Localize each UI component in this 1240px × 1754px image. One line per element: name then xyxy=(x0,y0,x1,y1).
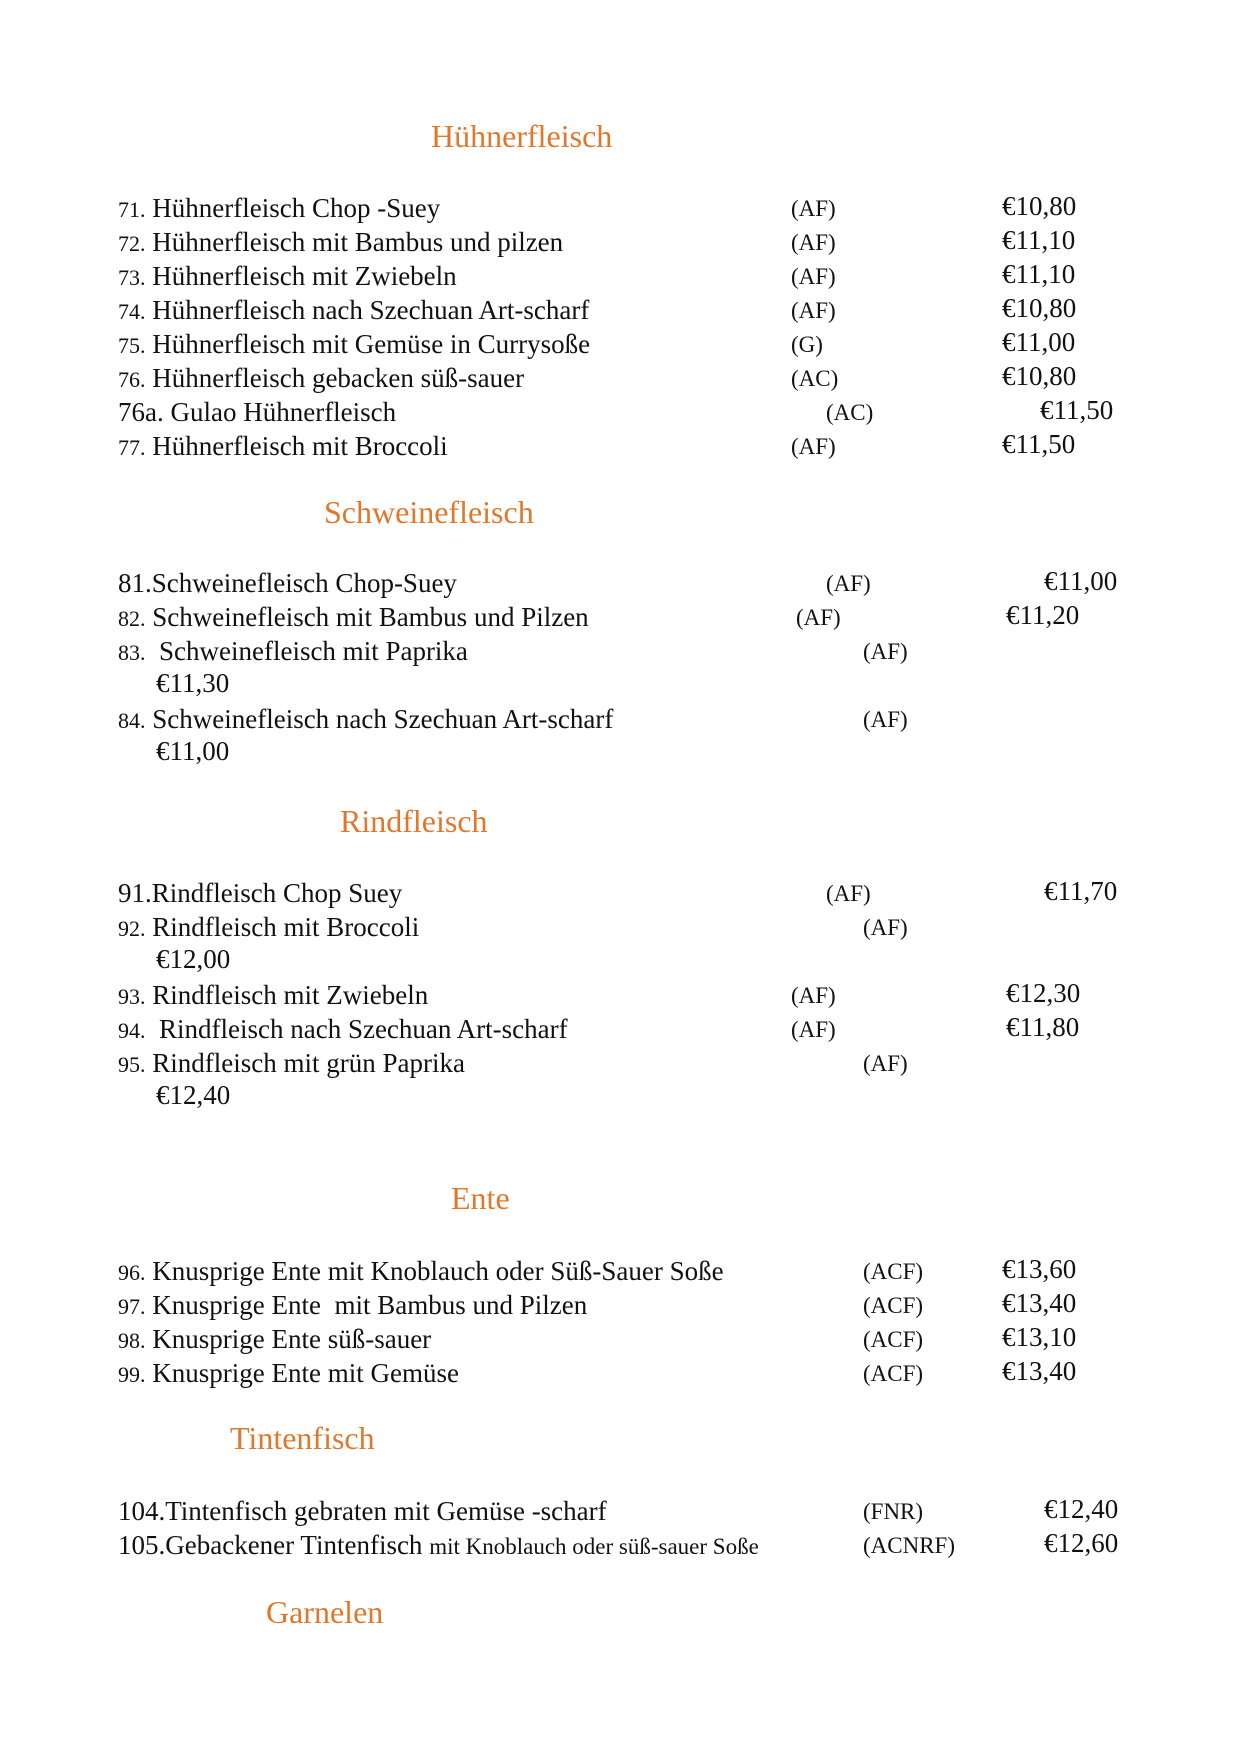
menu-item xyxy=(118,191,440,227)
item-name: Hühnerfleisch Chop -Suey xyxy=(152,193,441,223)
item-name: Knusprige Ente mit Knoblauch oder Süß-Sauer Soße xyxy=(152,1256,724,1286)
item-price: €11,70 xyxy=(1044,876,1118,906)
item-name: Schweinefleisch mit Bambus und Pilzen xyxy=(152,602,589,632)
item-price: €13,10 xyxy=(1002,1322,1077,1352)
menu-item xyxy=(118,327,590,363)
item-name: Rindfleisch nach Szechuan Art-scharf xyxy=(159,1014,568,1044)
menu-item xyxy=(118,1012,568,1048)
item-name: Knusprige Ente mit Bambus und Pilzen xyxy=(152,1290,588,1320)
menu-item xyxy=(118,1528,759,1564)
item-number: 105. xyxy=(118,1530,166,1560)
item-name: Tintenfisch gebraten mit Gemüse -scharf xyxy=(165,1496,607,1526)
item-name: Hühnerfleisch mit Bambus und pilzen xyxy=(152,227,564,257)
allergen-code: (AF) xyxy=(863,915,908,940)
menu-item xyxy=(118,876,402,910)
allergen-code: (AC) xyxy=(791,366,839,391)
allergen-code: (ACF) xyxy=(863,1293,924,1318)
item-price: €10,80 xyxy=(1002,293,1077,323)
allergen-code: (AF) xyxy=(863,639,908,664)
item-price: €11,10 xyxy=(1002,225,1076,255)
item-price: €11,00 xyxy=(1044,566,1118,596)
item-price: €10,80 xyxy=(1002,191,1077,221)
menu-item xyxy=(118,429,448,465)
item-number: 74. xyxy=(118,299,146,324)
allergen-code: (AF) xyxy=(826,881,871,906)
item-name: Hühnerfleisch gebacken süß-sauer xyxy=(152,363,525,393)
allergen-code: (AF) xyxy=(791,264,836,289)
item-price: €11,10 xyxy=(1002,259,1076,289)
item-price: €12,00 xyxy=(156,944,231,974)
item-number: 73. xyxy=(118,265,146,290)
item-number: 72. xyxy=(118,231,146,256)
item-name: Rindfleisch mit Zwiebeln xyxy=(152,980,429,1010)
item-price: €12,60 xyxy=(1044,1528,1119,1558)
item-name: Rindfleisch Chop Suey xyxy=(151,878,403,908)
item-name: Rindfleisch mit grün Paprika xyxy=(152,1048,465,1078)
allergen-code: (ACF) xyxy=(863,1259,924,1284)
section-title-huhnerfleisch: Hühnerfleisch xyxy=(431,118,613,154)
item-number: 81. xyxy=(118,568,152,598)
item-number: 95. xyxy=(118,1052,146,1077)
item-number: 94. xyxy=(118,1018,146,1043)
item-price: €11,00 xyxy=(1002,327,1076,357)
item-number: 99. xyxy=(118,1362,146,1387)
menu-item xyxy=(118,600,589,636)
item-name: Rindfleisch mit Broccoli xyxy=(152,912,420,942)
allergen-code: (AF) xyxy=(826,571,871,596)
menu-item xyxy=(118,1322,431,1358)
item-number: 76a. xyxy=(118,397,164,427)
item-number: 77. xyxy=(118,435,146,460)
item-name: Hühnerfleisch mit Broccoli xyxy=(152,431,448,461)
item-price: €12,30 xyxy=(1006,978,1081,1008)
item-number: 98. xyxy=(118,1328,146,1353)
item-price: €13,60 xyxy=(1002,1254,1077,1284)
menu-item xyxy=(118,293,589,329)
menu-item xyxy=(118,1288,587,1324)
menu-item xyxy=(118,634,468,670)
menu-item xyxy=(118,910,419,946)
item-name: Gulao Hühnerfleisch xyxy=(170,397,397,427)
allergen-code: (AF) xyxy=(791,196,836,221)
menu-item xyxy=(118,566,457,600)
item-number: 84. xyxy=(118,708,146,733)
item-number: 96. xyxy=(118,1260,146,1285)
allergen-code: (ACF) xyxy=(863,1327,924,1352)
item-name: Schweinefleisch nach Szechuan Art-scharf xyxy=(152,704,614,734)
allergen-code: (AF) xyxy=(791,1017,836,1042)
allergen-code: (AF) xyxy=(791,983,836,1008)
item-name: Schweinefleisch Chop-Suey xyxy=(151,568,457,598)
item-price: €12,40 xyxy=(1044,1494,1119,1524)
item-name: Hühnerfleisch mit Zwiebeln xyxy=(152,261,457,291)
menu-item xyxy=(118,1046,465,1082)
item-name: Hühnerfleisch mit Gemüse in Currysoße xyxy=(152,329,591,359)
section-title-schweinefleisch: Schweinefleisch xyxy=(324,494,534,530)
item-price: €11,20 xyxy=(1006,600,1080,630)
item-price: €11,50 xyxy=(1040,395,1114,425)
item-price: €13,40 xyxy=(1002,1356,1077,1386)
item-price: €11,50 xyxy=(1002,429,1076,459)
item-price: €11,80 xyxy=(1006,1012,1080,1042)
section-title-garnelen: Garnelen xyxy=(266,1594,384,1630)
menu-item xyxy=(118,978,428,1014)
item-number: 97. xyxy=(118,1294,146,1319)
item-name: Knusprige Ente mit Gemüse xyxy=(152,1358,459,1388)
item-price: €11,00 xyxy=(156,736,230,766)
item-name: Hühnerfleisch nach Szechuan Art-scharf xyxy=(152,295,590,325)
menu-item xyxy=(118,395,396,429)
item-description: mit Knoblauch oder süß-sauer Soße xyxy=(429,1534,759,1559)
item-name: Gebackener Tintenfisch xyxy=(165,1530,423,1560)
allergen-code: (AC) xyxy=(826,400,874,425)
section-title-tintenfisch: Tintenfisch xyxy=(230,1420,375,1456)
allergen-code: (AF) xyxy=(791,298,836,323)
menu-item xyxy=(118,225,563,261)
item-number: 71. xyxy=(118,197,146,222)
menu-item xyxy=(118,1494,607,1528)
item-number: 93. xyxy=(118,984,146,1009)
item-number: 75. xyxy=(118,333,146,358)
allergen-code: (ACF) xyxy=(863,1361,924,1386)
item-name: Schweinefleisch mit Paprika xyxy=(159,636,468,666)
allergen-code: (AF) xyxy=(791,230,836,255)
item-number: 91. xyxy=(118,878,152,908)
item-price: €13,40 xyxy=(1002,1288,1077,1318)
allergen-code: (AF) xyxy=(796,605,841,630)
menu-item xyxy=(118,259,457,295)
menu-item xyxy=(118,1356,459,1392)
item-price: €11,30 xyxy=(156,668,230,698)
item-number: 76. xyxy=(118,367,146,392)
menu-item xyxy=(118,1254,724,1290)
section-title-rindfleisch: Rindfleisch xyxy=(340,803,488,839)
item-price: €12,40 xyxy=(156,1080,231,1110)
item-number: 104. xyxy=(118,1496,166,1526)
item-number: 92. xyxy=(118,916,146,941)
item-price: €10,80 xyxy=(1002,361,1077,391)
allergen-code: (AF) xyxy=(863,1051,908,1076)
allergen-code: (FNR) xyxy=(863,1499,924,1524)
allergen-code: (AF) xyxy=(791,434,836,459)
menu-item xyxy=(118,702,613,738)
allergen-code: (ACNRF) xyxy=(863,1533,956,1558)
item-number: 82. xyxy=(118,606,146,631)
section-title-ente: Ente xyxy=(451,1180,510,1216)
item-number: 83. xyxy=(118,640,146,665)
allergen-code: (AF) xyxy=(863,707,908,732)
menu-item xyxy=(118,361,524,397)
allergen-code: (G) xyxy=(791,332,823,357)
item-name: Knusprige Ente süß-sauer xyxy=(152,1324,432,1354)
